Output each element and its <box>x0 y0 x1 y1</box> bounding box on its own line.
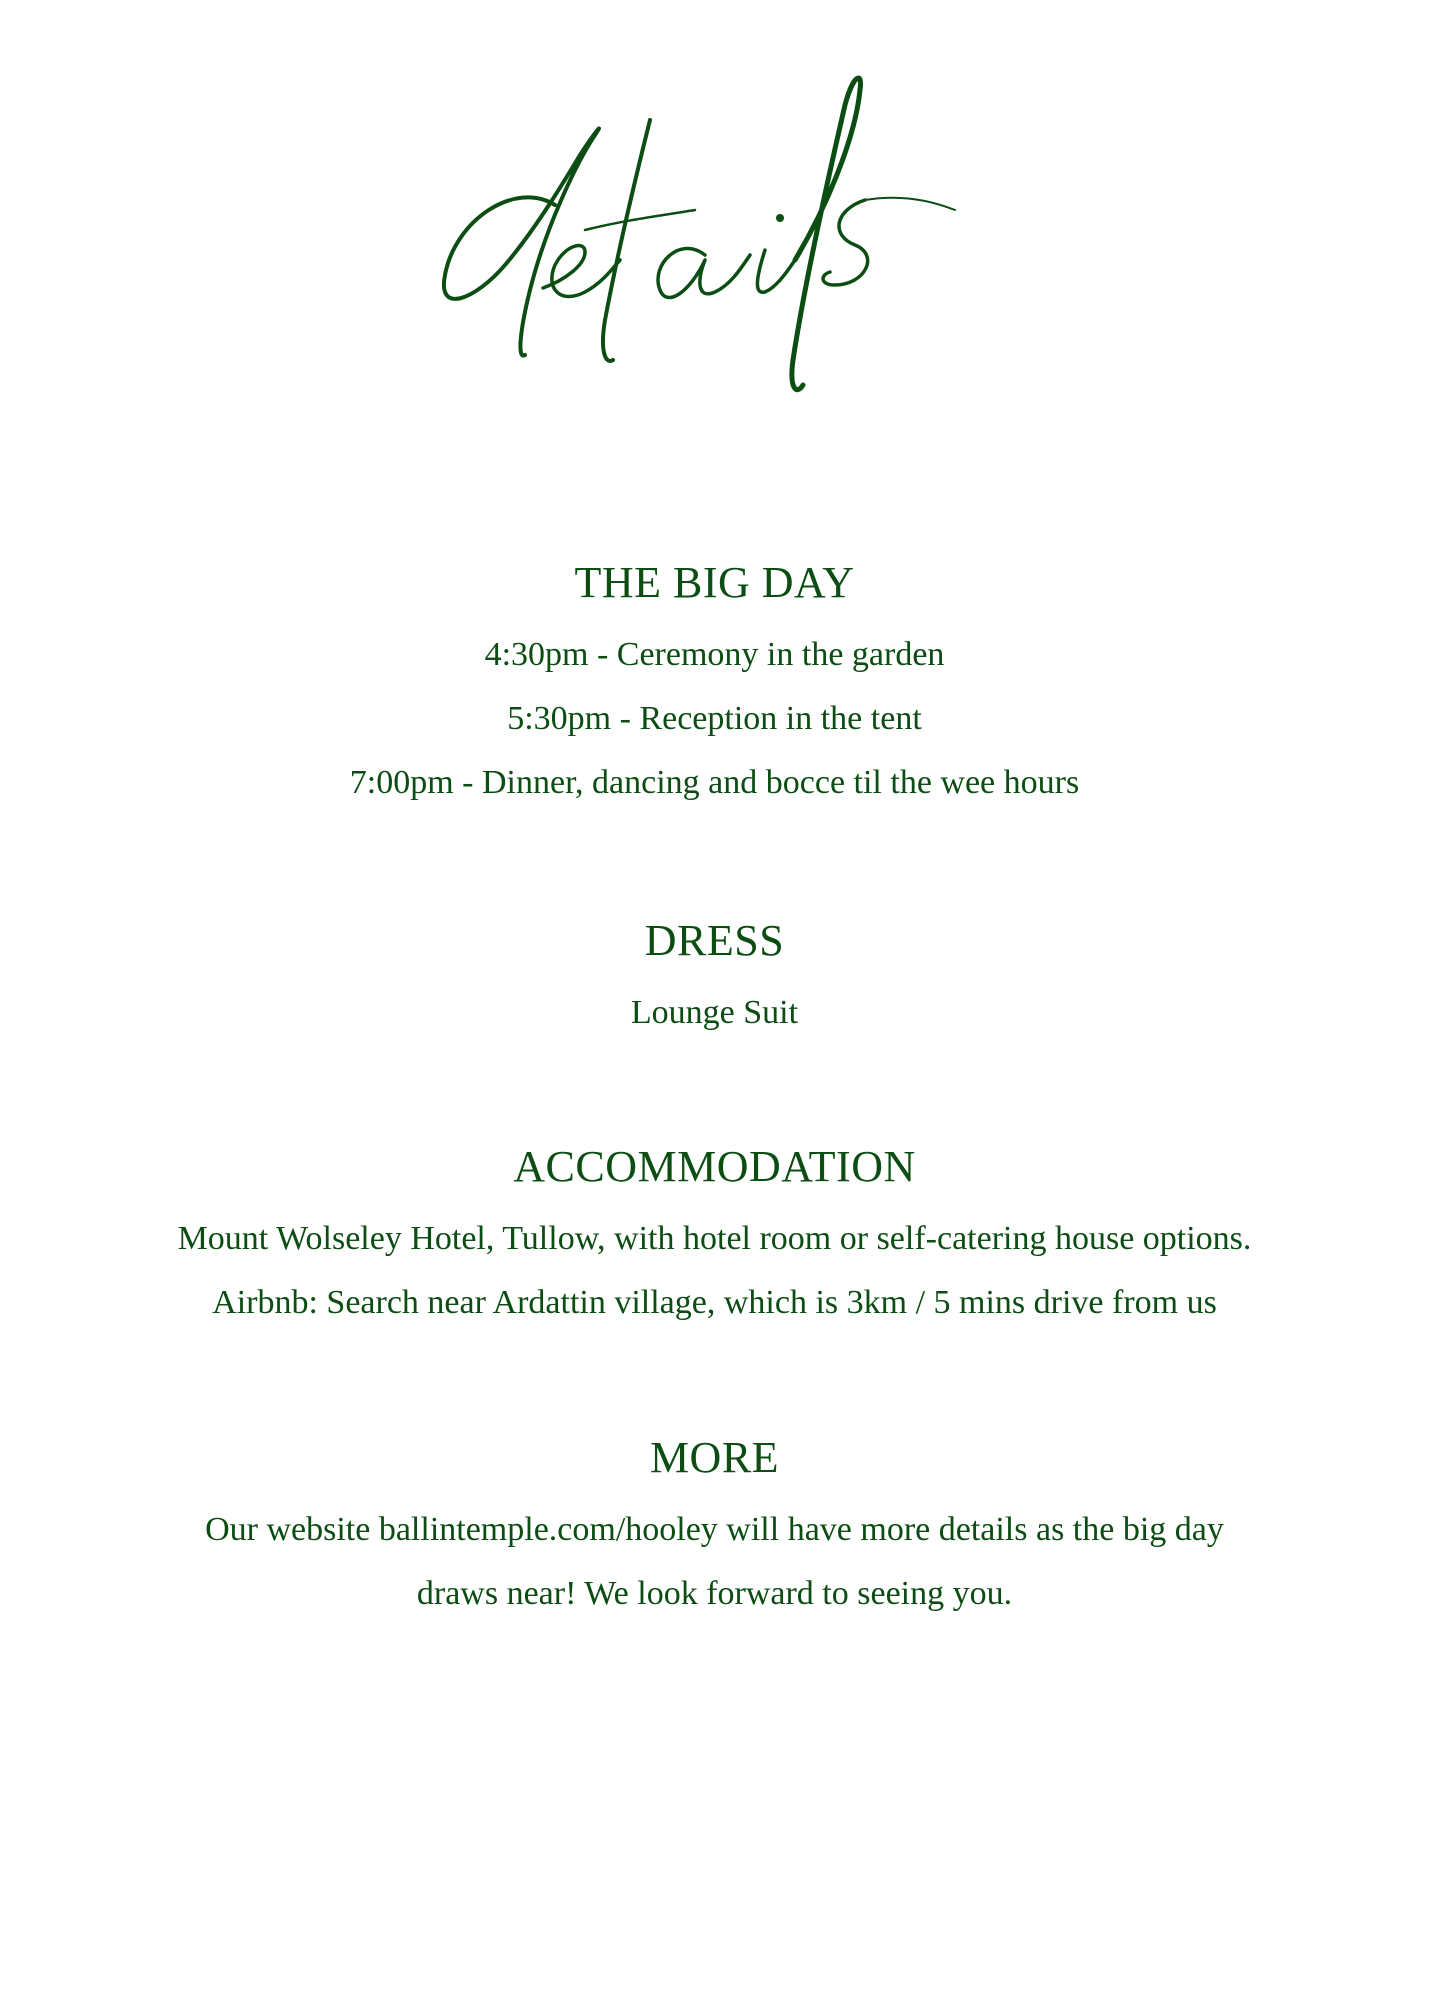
heading-more: MORE <box>649 1433 780 1482</box>
dress-code-text: Lounge Suit <box>630 994 799 1031</box>
heading-dress: DRESS <box>644 916 785 965</box>
schedule-line-reception: 5:30pm - Reception in the tent <box>507 700 922 737</box>
heading-accommodation: ACCOMMODATION <box>513 1142 916 1191</box>
section-more <box>0 1430 1429 1626</box>
section-accommodation <box>0 1139 1429 1335</box>
accommodation-hotel-text: Mount Wolseley Hotel, Tullow, with hotel room or self-catering house options. <box>177 1220 1252 1257</box>
accommodation-airbnb-text: Airbnb: Search near Ardattin village, which is 3km / 5 mins drive from us <box>212 1284 1217 1321</box>
section-big-day <box>0 555 1429 815</box>
schedule-line-dinner: 7:00pm - Dinner, dancing and bocce til the wee hours <box>349 764 1080 801</box>
schedule-line-ceremony: 4:30pm - Ceremony in the garden <box>484 636 945 673</box>
details-script-lettering <box>435 60 995 430</box>
script-title-details <box>0 60 1429 440</box>
section-dress <box>0 913 1429 1045</box>
more-text-line-2: draws near! We look forward to seeing you. <box>416 1575 1013 1612</box>
more-text-line-1: Our website ballintemple.com/hooley will have more details as the big day <box>205 1511 1224 1548</box>
heading-big-day: THE BIG DAY <box>574 558 855 607</box>
